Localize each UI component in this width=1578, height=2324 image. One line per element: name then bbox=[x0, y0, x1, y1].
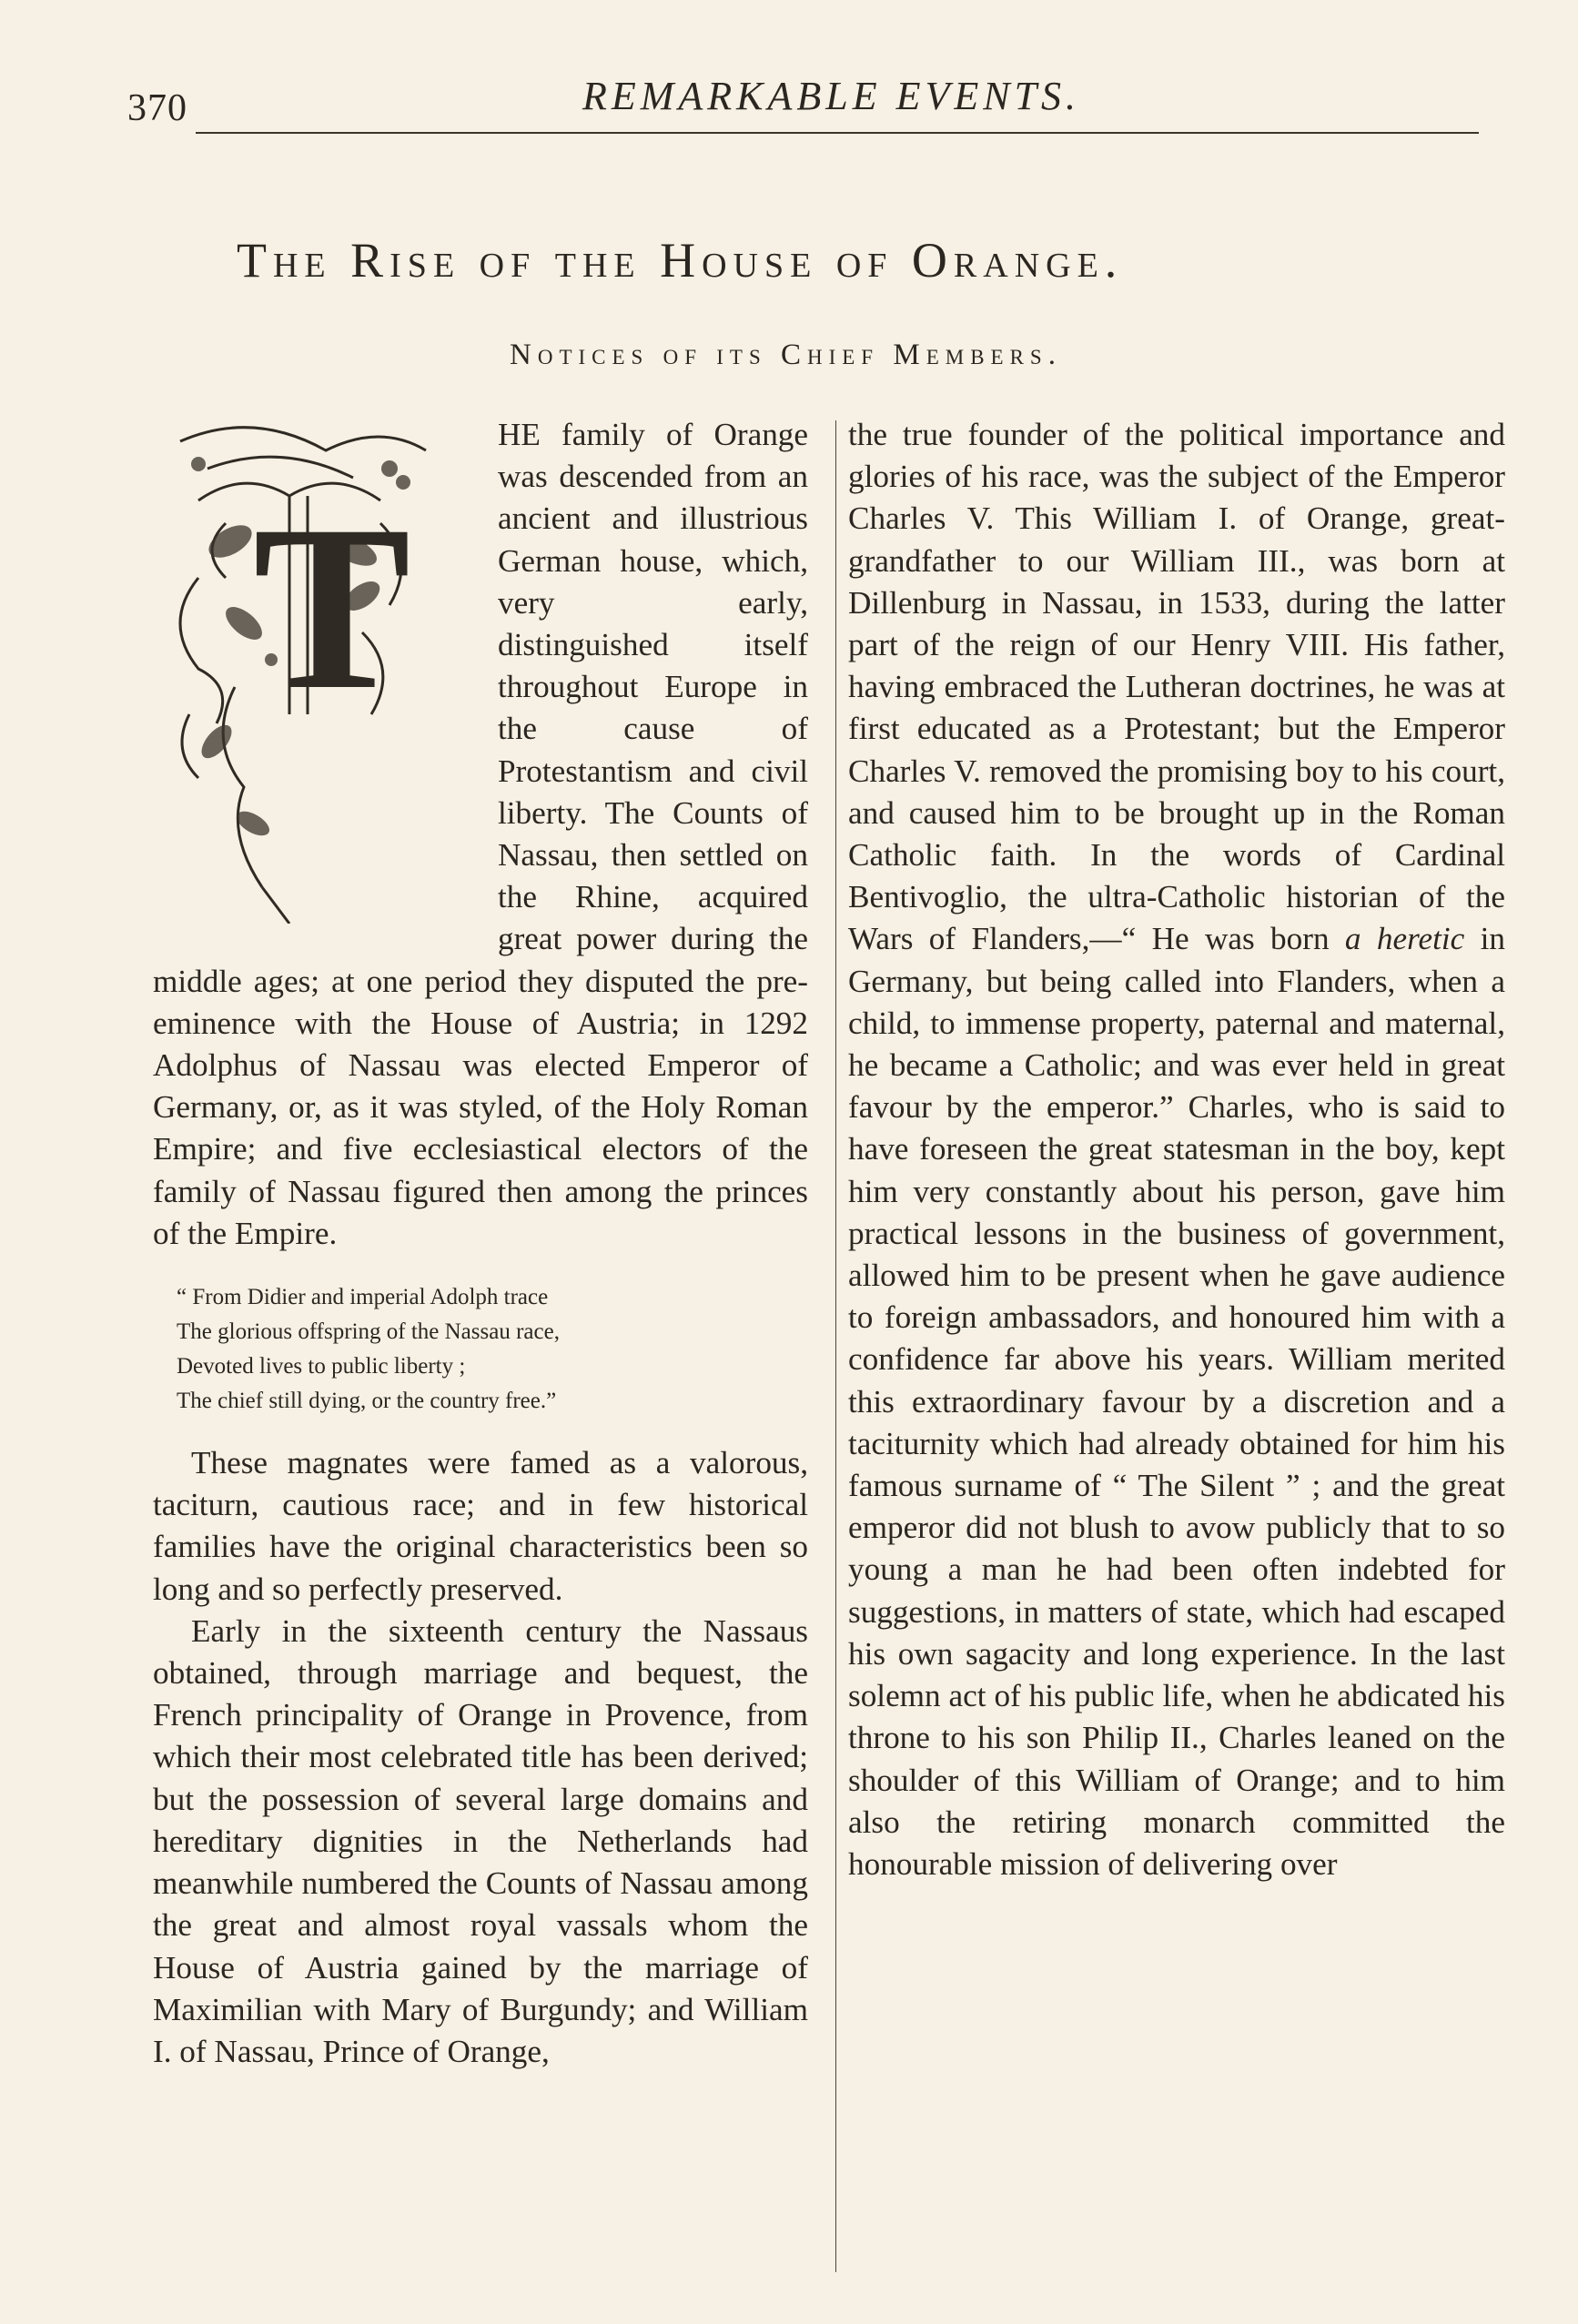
article-subtitle: Notices of its Chief Members. bbox=[510, 338, 1062, 371]
right-column bbox=[848, 414, 1505, 1885]
header-rule bbox=[196, 132, 1479, 134]
running-title: REMARKABLE EVENTS. bbox=[582, 74, 1081, 118]
page-number: 370 bbox=[127, 87, 187, 129]
paragraph-intro: HE family of Orange was descended from an ancient and illustrious German house, which, very early, distinguished itself throughout Europe in the cause of Protestantism and civil liberty. The Counts of Nassau, then settled on the Rhine, acquired great power during the middle ages; at one period they disputed the pre-eminence with the House of Austria; in 1292 Adolphus of Nassau was elected Emperor of Germany, or, as it was styled, of the Holy Roman Empire; and five ecclesiastical electors of the family of Nassau figured then among the princes of the Empire. bbox=[153, 417, 808, 1251]
verse-line: The glorious offspring of the Nassau race, bbox=[177, 1319, 560, 1345]
ornamental-initial-t bbox=[144, 414, 494, 924]
column-divider bbox=[835, 420, 836, 2272]
paragraph-william-text: the true founder of the political importance and glories of his race, was the subject of the Emperor Charles V. This William I. of Orange, great-grandfather to our William III., was born at Dillenburg in Nassau, in 1533, during the latter part of the reign of our Henry VIII. His father, having embraced the Lutheran doctrines, he was at first educated as a Protestant; but the Emperor Charles V. removed the promising boy to his court, and caused him to be brought up in the Roman Catholic faith. In the words of Cardinal Bentivoglio, the ultra-Catholic historian of the Wars of Flanders,—“ He was born bbox=[848, 417, 1505, 957]
paragraph-magnates: These magnates were famed as a valorous, taciturn, cautious race; and in few historical families have the original characteristics been so long and so perfectly preserved. bbox=[153, 1445, 808, 1607]
foliage-initial-icon bbox=[144, 414, 494, 924]
paragraph-william-cont: in Germany, but being called into Flanders, when a child, to immense property, paternal and maternal, he became a Catholic; and was ever held in great favour by the emperor.” Charles, who is said to have foreseen the great statesman in the boy, kept him very constantly about his person, gave him practical lessons in the business of government, allowed him to be present when he gave audience to foreign ambassadors, and honoured him with a confidence far above his years. William merited this extraordinary favour by a discretion and a taciturnity which had already obtained for him his famous surname of “ The Silent ” ; and the great emperor did not blush to avow publicly that to so young a man he had been often indebted for suggestions, in matters of state, which had escaped his own sagacity and long experience. In the last solemn act of his public life, when he abdicated his throne to his son Philip II., Charles leaned on the shoulder of this William of Orange; and to him also the retiring monarch committed the honourable mission of delivering over bbox=[848, 921, 1505, 1882]
italic-phrase: a heretic bbox=[1344, 921, 1465, 957]
left-column bbox=[153, 414, 808, 2073]
verse-quotation bbox=[177, 1280, 808, 1419]
paragraph-sixteenth-century: Early in the sixteenth century the Nassaus obtained, through marriage and bequest, the French principality of Orange in Provence, from which their most celebrated title has been derived; but the possession of several large domains and hereditary dignities in the Netherlands had meanwhile numbered the Counts of Nassau among the great and almost royal vassals whom the House of Austria gained by the marriage of Maximilian with Mary of Burgundy; and William I. of Nassau, Prince of Orange, bbox=[153, 1612, 808, 2069]
verse-line: “ From Didier and imperial Adolph trace bbox=[177, 1285, 549, 1310]
verse-line: The chief still dying, or the country free.” bbox=[177, 1389, 557, 1414]
article-title: The Rise of the House of Orange. bbox=[237, 233, 1124, 288]
drop-cap-letter: T bbox=[253, 477, 411, 739]
paragraph-william bbox=[848, 414, 1505, 1885]
verse-line: Devoted lives to public liberty ; bbox=[177, 1354, 466, 1379]
